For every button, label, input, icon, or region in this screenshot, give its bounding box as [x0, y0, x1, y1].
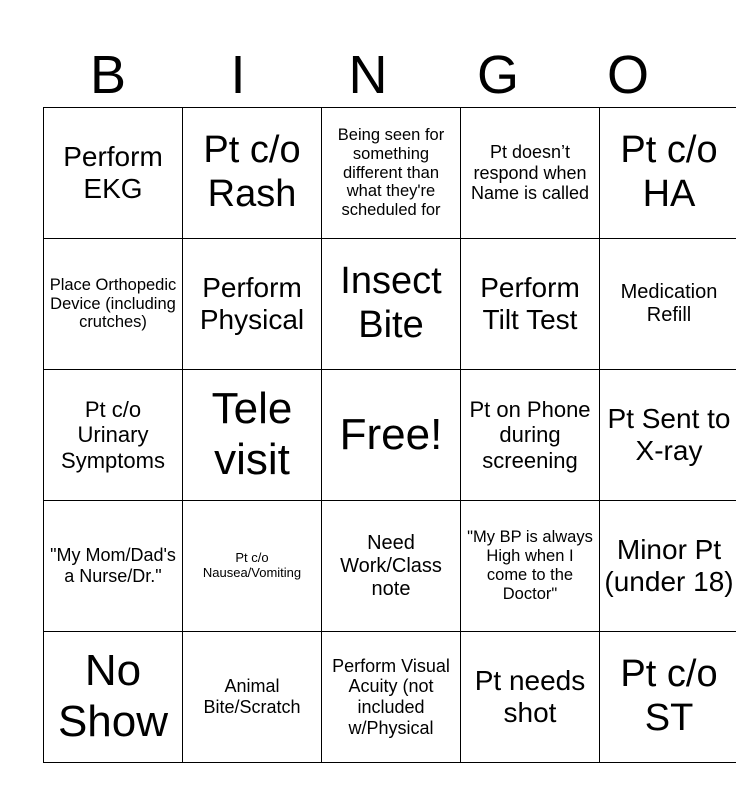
bingo-header	[43, 44, 693, 106]
bingo-cell[interactable]: Pt c/o HA	[600, 108, 736, 239]
header-letter-b: B	[89, 45, 127, 105]
bingo-cell[interactable]: Pt c/o ST	[600, 632, 736, 763]
header-letter-i: I	[230, 45, 246, 105]
header-letter-o: O	[606, 45, 649, 105]
bingo-cell[interactable]: No Show	[44, 632, 183, 763]
bingo-cell[interactable]: Pt Sent to X-ray	[600, 370, 736, 501]
bingo-cell[interactable]: "My BP is always High when I come to the Doctor"	[461, 501, 600, 632]
bingo-cell[interactable]: Pt doesn’t respond when Name is called	[461, 108, 600, 239]
grid-row	[44, 632, 736, 763]
grid-row	[44, 108, 736, 239]
grid-row	[44, 239, 736, 370]
bingo-grid	[43, 107, 736, 763]
bingo-cell[interactable]: Perform Physical	[183, 239, 322, 370]
bingo-cell[interactable]: Perform Tilt Test	[461, 239, 600, 370]
bingo-cell[interactable]: Animal Bite/Scratch	[183, 632, 322, 763]
bingo-cell[interactable]: Need Work/Class note	[322, 501, 461, 632]
bingo-cell[interactable]: "My Mom/Dad's a Nurse/Dr."	[44, 501, 183, 632]
free-space[interactable]: Free!	[322, 370, 461, 501]
grid-row	[44, 370, 736, 501]
bingo-cell[interactable]: Pt c/o Nausea/Vomiting	[183, 501, 322, 632]
bingo-cell[interactable]: Insect Bite	[322, 239, 461, 370]
bingo-cell[interactable]: Minor Pt (under 18)	[600, 501, 736, 632]
bingo-cell[interactable]: Perform EKG	[44, 108, 183, 239]
bingo-cell[interactable]: Pt c/o Urinary Symptoms	[44, 370, 183, 501]
bingo-cell[interactable]: Tele visit	[183, 370, 322, 501]
bingo-cell[interactable]: Perform Visual Acuity (not included w/Physical	[322, 632, 461, 763]
grid-row	[44, 501, 736, 632]
header-letter-n: N	[348, 45, 388, 105]
bingo-cell[interactable]: Being seen for something different than what they're scheduled for	[322, 108, 461, 239]
bingo-cell[interactable]: Pt on Phone during screening	[461, 370, 600, 501]
bingo-cell[interactable]: Medication Refill	[600, 239, 736, 370]
bingo-cell[interactable]: Place Orthopedic Device (including crutches)	[44, 239, 183, 370]
header-letter-g: G	[476, 45, 519, 105]
bingo-cell[interactable]: Pt needs shot	[461, 632, 600, 763]
bingo-cell[interactable]: Pt c/o Rash	[183, 108, 322, 239]
